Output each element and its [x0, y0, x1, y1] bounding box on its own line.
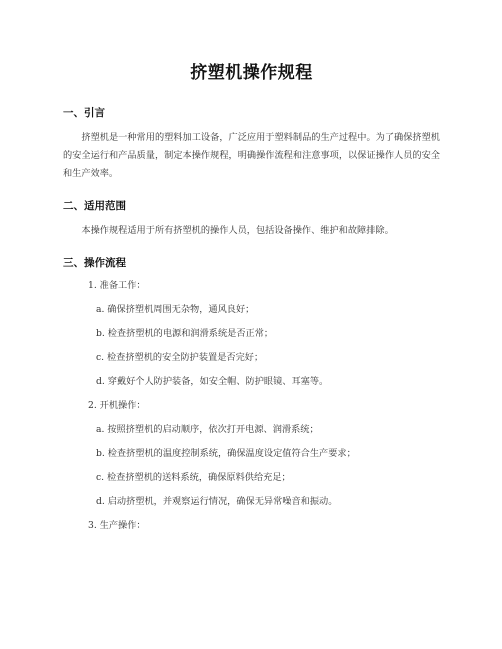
section-paragraph: 挤塑机是一种常用的塑料加工设备，广泛应用于塑料制品的生产过程中。为了确保挤塑机的安全运行和产品质量，制定本操作规程，明确操作流程和注意事项，以保证操作人员的安全和生产效率。 [63, 132, 440, 179]
section-scope [63, 198, 440, 240]
section-heading: 一、引言 [63, 107, 105, 119]
section-heading: 三、操作流程 [63, 257, 126, 269]
section-paragraph: 本操作规程适用于所有挤塑机的操作人员，包括设备操作、维护和故障排除。 [81, 225, 394, 236]
step-item: a. 确保挤塑机周围无杂物，通风良好； [96, 304, 255, 315]
section-introduction [63, 105, 440, 183]
document-title: 挤塑机操作规程 [190, 63, 313, 83]
step-label: 1. 准备工作： [88, 280, 146, 291]
step-item: d. 穿戴好个人防护装备，如安全帽、防护眼镜、耳塞等。 [96, 376, 329, 387]
step-label: 2. 开机操作： [88, 400, 146, 411]
step-item: c. 检查挤塑机的安全防护装置是否完好； [96, 352, 264, 363]
step-item: b. 检查挤塑机的温度控制系统，确保温度设定值符合生产要求； [96, 448, 356, 459]
step-item: b. 检查挤塑机的电源和润滑系统是否正常； [96, 328, 274, 339]
step-item: c. 检查挤塑机的送料系统，确保原料供给充足； [96, 472, 291, 483]
step-item: d. 启动挤塑机，并观察运行情况，确保无异常噪音和振动。 [96, 496, 338, 507]
section-procedure [63, 255, 440, 533]
section-heading: 二、适用范围 [63, 200, 126, 212]
step-item: a. 按照挤塑机的启动顺序，依次打开电源、润滑系统； [96, 424, 319, 435]
step-label: 3. 生产操作： [88, 520, 146, 531]
